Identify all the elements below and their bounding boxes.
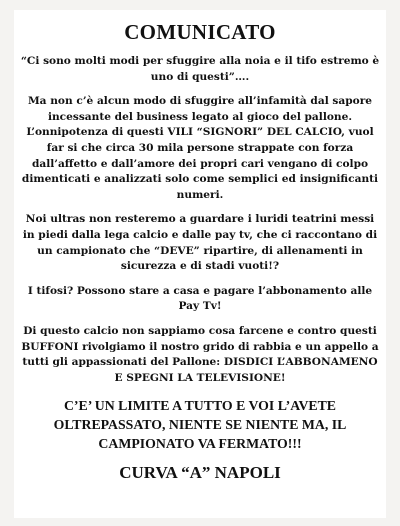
- signature: CURVA “A” NAPOLI: [119, 463, 281, 483]
- paragraph-ultras: Noi ultras non resteremo a guardare i luridi teatrini messi in piedi dalla lega calcio e dalle pay tv, che ci raccontano di un campionato che “DEVE” ripartire, di allenamenti in sicurezza e di stadi vuoti!?: [22, 213, 378, 273]
- paragraph-appeal: Di questo calcio non sappiamo cosa farcene e contro questi BUFFONI rivolgiamo il nostro grido di rabbia e un appello a tutti gli appassionati del Pallone: DISDICI L’ABBONAMENO E SPEGNI LA TELEVISIONE!: [21, 324, 379, 384]
- paragraph-quote: “Ci sono molti modi per sfuggire alla noia e il tifo estremo è uno di questi”….: [20, 55, 380, 83]
- closing-statement: C’E’ UN LIMITE A TUTTO E VOI L’AVETE OLTREPASSATO, NIENTE SE NIENTE MA, IL CAMPIONATO VA FERMATO!!!: [53, 398, 347, 452]
- paragraph-business: Ma non c’è alcun modo di sfuggire all’infamità dal sapore incessante del business legato al gioco del pallone. L’onnipotenza di questi VILI “SIGNORI” DEL CALCIO, vuol far si che circa 30 mila persone strappate con forza dall’affetto e dall’amore dei propri cari vengano di colpo dimenticati e analizzati solo come semplici ed insignificanti numeri.: [21, 95, 379, 201]
- document-title: COMUNICATO: [124, 20, 276, 44]
- statement-sheet: [14, 10, 386, 518]
- paragraph-tifosi: I tifosi? Possono stare a casa e pagare l’abbonamento alle Pay Tv!: [27, 284, 373, 313]
